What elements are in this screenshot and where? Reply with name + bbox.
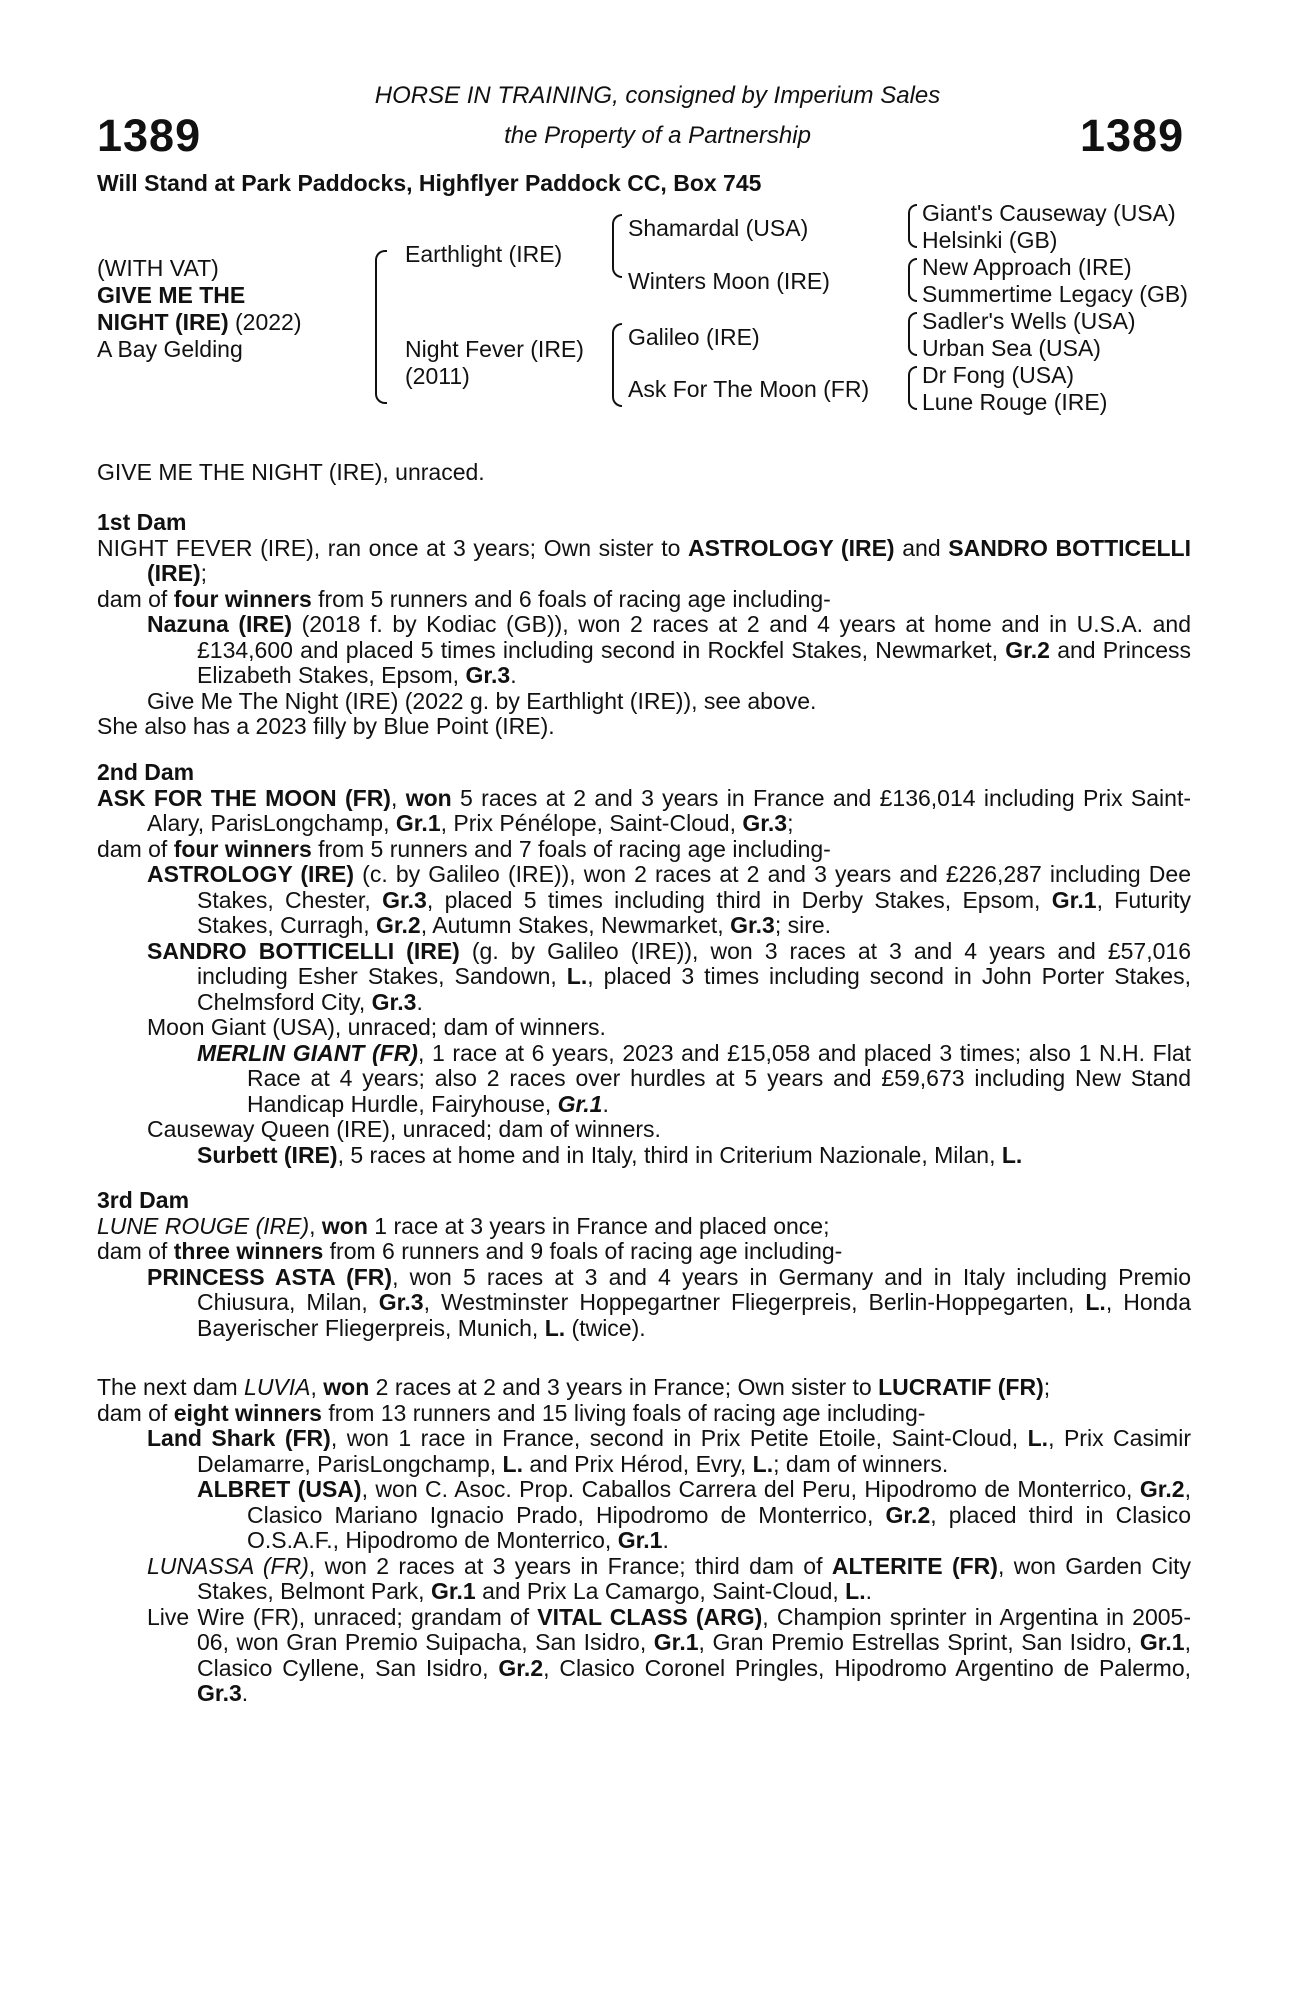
pedigree-dam-year: (2011) <box>405 363 470 389</box>
pedigree-ggs-2: New Approach (IRE) <box>922 254 1132 280</box>
text: dam of <box>97 1399 174 1426</box>
text: . <box>602 1090 609 1117</box>
horse-name: LUNE ROUGE (IRE) <box>97 1212 310 1239</box>
vat-label: (WITH VAT) <box>97 255 219 281</box>
grade: Gr.2 <box>885 1501 931 1528</box>
horse-name: LUNASSA (FR) <box>147 1552 309 1579</box>
text: dam of <box>97 585 174 612</box>
princess-asta-entry <box>97 1265 1191 1342</box>
astrology-entry <box>97 862 1191 939</box>
text: , placed 5 times including third in Derby Stakes, Epsom, <box>426 886 1052 913</box>
pedigree-ggd-1: Helsinki (GB) <box>922 227 1058 253</box>
grade: L. <box>1001 1141 1023 1168</box>
pedigree-dam-dam: Ask For The Moon (FR) <box>628 376 870 402</box>
grade: L. <box>566 963 588 989</box>
second-dam-produce-line <box>97 837 1191 863</box>
grade: L. <box>544 1314 566 1341</box>
text: dam of <box>97 835 174 862</box>
horse-name: ASTROLOGY (IRE) <box>147 861 355 887</box>
text: (twice). <box>565 1314 646 1341</box>
text: . <box>865 1578 873 1604</box>
give-me-the-night-entry: Give Me The Night (IRE) (2022 g. by Earthlight (IRE)), see above. <box>147 687 817 714</box>
bracket-g1 <box>908 204 917 248</box>
grade: Gr.3 <box>730 912 775 938</box>
grade: Gr.1 <box>430 1578 476 1604</box>
horse-name-line1: GIVE ME THE <box>97 282 246 308</box>
text: The next dam <box>97 1374 245 1400</box>
text: and Prix La Camargo, Saint-Cloud, <box>475 1578 846 1604</box>
text: , Prix Casimir Delamarre, ParisLongchamp, <box>197 1425 1191 1477</box>
bracket-g3 <box>908 312 917 356</box>
horse-name: ALTERITE (FR) <box>831 1552 998 1579</box>
second-dam-heading: 2nd Dam <box>97 759 195 785</box>
pedigree-sire-dam: Winters Moon (IRE) <box>628 268 830 294</box>
live-wire-entry <box>97 1605 1191 1707</box>
grade: L. <box>1027 1425 1049 1451</box>
stand-line: Will Stand at Park Paddocks, Highflyer Paddock CC, Box 745 <box>97 170 762 196</box>
text: (2018 f. by Kodiac (GB)), won 2 races at 2 and 4 years at home and in U.S.A. and £134,600 and placed 5 times including second in Rockfel Stakes, Newmarket, <box>197 611 1191 663</box>
text: , 5 races at home and in Italy, third in Criterium Nazionale, Milan, <box>337 1141 1002 1168</box>
grade: L. <box>845 1578 866 1604</box>
text: ; sire. <box>774 912 832 938</box>
bracket-g4 <box>908 366 917 410</box>
winners-count: three winners <box>173 1238 324 1264</box>
grade: L. <box>752 1450 774 1477</box>
grade: L. <box>502 1450 523 1477</box>
second-dam-section <box>97 760 1191 1168</box>
text: 2 races at 2 and 3 years in France; Own sister to <box>369 1374 879 1400</box>
bracket-sire <box>612 214 622 278</box>
winners-count: four winners <box>173 835 312 862</box>
text: , won 1 race in France, second in Prix Petite Etoile, Saint-Cloud, <box>330 1425 1028 1451</box>
text: , Westminster Hoppegartner Fliegerpreis, Berlin-Hoppegarten, <box>423 1289 1086 1315</box>
grade: Gr.2 <box>1139 1476 1185 1502</box>
pedigree-sire-sire: Shamardal (USA) <box>628 215 809 241</box>
text: from 13 runners and 15 living foals of racing age including- <box>321 1399 926 1426</box>
surbett-entry <box>97 1143 1191 1169</box>
grade: Gr.3 <box>465 662 511 688</box>
text: , <box>310 1374 324 1400</box>
horse-name: MERLIN GIANT (FR) <box>197 1039 418 1066</box>
text: , Gran Premio Estrellas Sprint, San Isidro, <box>698 1629 1140 1655</box>
text: , Clasico Cyllene, San Isidro, <box>197 1629 1191 1681</box>
text: Live Wire (FR), unraced; grandam of <box>147 1603 538 1630</box>
moon-giant-entry: Moon Giant (USA), unraced; dam of winners. <box>147 1014 606 1040</box>
sibling-lucratif: LUCRATIF (FR) <box>878 1374 1044 1400</box>
won-word: won <box>321 1212 368 1239</box>
sibling-sandro: SANDRO BOTTICELLI (IRE) <box>147 534 1191 586</box>
consignor-line: HORSE IN TRAINING, consigned by Imperium Sales <box>374 82 941 109</box>
text: , won Garden City Stakes, Belmont Park, <box>197 1552 1191 1604</box>
bracket-g2 <box>908 258 917 302</box>
grade: Gr.2 <box>375 912 421 938</box>
text: , won C. Asoc. Prop. Caballos Carrera del Peru, Hipodromo de Monterrico, <box>361 1476 1140 1502</box>
pedigree-ggs-1: Giant's Causeway (USA) <box>922 200 1176 226</box>
text: , placed third in Clasico O.S.A.F., Hipodromo de Monterrico, <box>247 1501 1191 1553</box>
merlin-giant-entry <box>97 1041 1191 1118</box>
pedigree-ggd-2: Summertime Legacy (GB) <box>922 281 1188 307</box>
pedigree-dam: Night Fever (IRE) <box>405 336 584 362</box>
pedigree-ggs-3: Sadler's Wells (USA) <box>922 308 1136 334</box>
text: from 5 runners and 6 foals of racing age including- <box>311 585 831 612</box>
next-dam-produce-line <box>97 1401 1191 1427</box>
text: , Futurity Stakes, Curragh, <box>197 886 1191 938</box>
grade: Gr.2 <box>1005 636 1050 663</box>
text: ; <box>1043 1374 1051 1400</box>
third-dam-produce-line <box>97 1239 1191 1265</box>
text: . <box>241 1680 249 1706</box>
pedigree-sire: Earthlight (IRE) <box>405 241 563 267</box>
nazuna-entry <box>97 612 1191 689</box>
also-line: She also has a 2023 filly by Blue Point (IRE). <box>97 713 555 739</box>
text: , placed 3 times including second in John Porter Stakes, Chelmsford City, <box>197 963 1191 1015</box>
text: , 1 race at 6 years, 2023 and £15,058 and placed 3 times; also 1 N.H. Flat Race at 4 years; also 2 races over hurdles at 5 years and £59,673 including New Stand Handicap Hurdle, Fairyhouse, <box>247 1039 1192 1117</box>
won-word: won <box>405 784 452 811</box>
pedigree-ggd-3: Urban Sea (USA) <box>922 335 1101 361</box>
text: 5 races at 2 and 3 years in France and £136,014 including Prix Saint-Alary, ParisLongchamp, <box>147 784 1192 836</box>
grade: Gr.1 <box>1139 1629 1185 1655</box>
lunassa-entry <box>97 1554 1191 1605</box>
text: ; <box>200 560 208 586</box>
text: dam of <box>97 1238 174 1264</box>
text: (c. by Galileo (IRE)), won 2 races at 2 and 3 years and £226,287 including Dee Stakes, Chester, <box>197 861 1192 913</box>
text: and Prix Hérod, Evry, <box>522 1450 753 1477</box>
grade: Gr.3 <box>371 988 417 1015</box>
grade: Gr.3 <box>378 1289 424 1315</box>
grade: Gr.3 <box>742 810 788 836</box>
lot-number-left: 1389 <box>97 110 202 161</box>
text: and <box>894 534 949 561</box>
text: from 5 runners and 7 foals of racing age including- <box>311 835 831 862</box>
text: . <box>662 1527 669 1553</box>
text: , Clasico Mariano Ignacio Prado, Hipodromo de Monterrico, <box>247 1476 1191 1528</box>
winners-count: eight winners <box>173 1399 322 1426</box>
causeway-queen-entry: Causeway Queen (IRE), unraced; dam of winners. <box>147 1116 661 1142</box>
grade: Gr.1 <box>653 1629 699 1655</box>
pedigree-ggd-4: Lune Rouge (IRE) <box>922 389 1108 415</box>
albret-entry <box>97 1477 1191 1554</box>
grade: Gr.3 <box>382 886 427 913</box>
text: , Clasico Coronel Pringles, Hipodromo Argentino de Palermo, <box>543 1654 1192 1681</box>
text: , Honda Bayerischer Fliegerpreis, Munich, <box>197 1289 1191 1341</box>
pedigree-ggs-4: Dr Fong (USA) <box>922 362 1075 388</box>
text: , Champion sprinter in Argentina in 2005-06, won Gran Premio Suipacha, San Isidro, <box>197 1603 1192 1655</box>
lot-number-right: 1389 <box>1080 110 1185 161</box>
winners-count: four winners <box>173 585 312 612</box>
grade: Gr.3 <box>197 1680 242 1706</box>
text: . <box>416 988 423 1015</box>
text: , <box>390 784 406 811</box>
horse-name: ASK FOR THE MOON (FR) <box>97 784 391 811</box>
horse-name: Nazuna (IRE) <box>147 611 293 637</box>
horse-name: VITAL CLASS (ARG) <box>537 1603 763 1630</box>
text: . <box>510 662 517 688</box>
horse-name: Surbett (IRE) <box>197 1141 338 1168</box>
horse-name-line2 <box>97 309 301 336</box>
text: ; dam of winners. <box>773 1450 949 1477</box>
intro-line: GIVE ME THE NIGHT (IRE), unraced. <box>97 459 485 485</box>
horse-description: A Bay Gelding <box>97 336 243 362</box>
grade: Gr.1 <box>617 1527 663 1553</box>
second-dam-line1 <box>97 786 1191 837</box>
text: and Princess Elizabeth Stakes, Epsom, <box>197 636 1191 688</box>
third-dam-section <box>97 1188 1191 1341</box>
text: , <box>309 1212 322 1239</box>
grade: L. <box>1085 1289 1106 1315</box>
text: from 6 runners and 9 foals of racing age including- <box>323 1238 843 1264</box>
third-dam-heading: 3rd Dam <box>97 1187 190 1213</box>
horse-name: SANDRO BOTTICELLI (IRE) <box>147 937 460 964</box>
text: (g. by Galileo (IRE)), won 3 races at 3 and 4 years and £57,016 including Esher Stakes, Sandown, <box>197 937 1191 989</box>
third-dam-line1 <box>97 1214 1191 1240</box>
grade: Gr.1 <box>557 1090 603 1117</box>
bracket-dam <box>612 323 622 407</box>
grade: Gr.1 <box>1051 886 1097 913</box>
next-dam-line1 <box>97 1375 1191 1401</box>
land-shark-entry <box>97 1426 1191 1477</box>
text: , Autumn Stakes, Newmarket, <box>420 912 731 938</box>
first-dam-line1 <box>97 536 1191 587</box>
horse-name: LUVIA <box>244 1374 311 1400</box>
property-line: the Property of a Partnership <box>504 122 811 149</box>
text: , won 5 races at 3 and 4 years in Germany and in Italy including Premio Chiusura, Milan, <box>197 1263 1191 1315</box>
grade: Gr.1 <box>395 810 441 836</box>
first-dam-section <box>97 510 1191 740</box>
text: NIGHT FEVER (IRE), ran once at 3 years; Own sister to <box>97 534 689 561</box>
pedigree-dam-sire: Galileo (IRE) <box>628 324 760 350</box>
text: , Prix Pénélope, Saint-Cloud, <box>440 810 743 836</box>
won-word: won <box>323 1374 370 1400</box>
first-dam-heading: 1st Dam <box>97 509 187 535</box>
bracket-gen1 <box>375 250 387 404</box>
sibling-astrology: ASTROLOGY (IRE) <box>688 534 895 561</box>
next-dam-section <box>97 1375 1191 1707</box>
horse-name: ALBRET (USA) <box>197 1476 362 1502</box>
text: ; <box>787 810 794 836</box>
grade: Gr.2 <box>498 1654 544 1681</box>
text: , won 2 races at 3 years in France; third dam of <box>308 1552 832 1579</box>
horse-name-part: NIGHT (IRE) <box>97 309 229 335</box>
horse-name: PRINCESS ASTA (FR) <box>147 1263 393 1290</box>
horse-name: Land Shark (FR) <box>147 1425 331 1451</box>
text: 1 race at 3 years in France and placed once; <box>367 1212 830 1239</box>
first-dam-produce-line <box>97 587 1191 613</box>
foaling-year: (2022) <box>235 309 302 335</box>
sandro-entry <box>97 939 1191 1016</box>
